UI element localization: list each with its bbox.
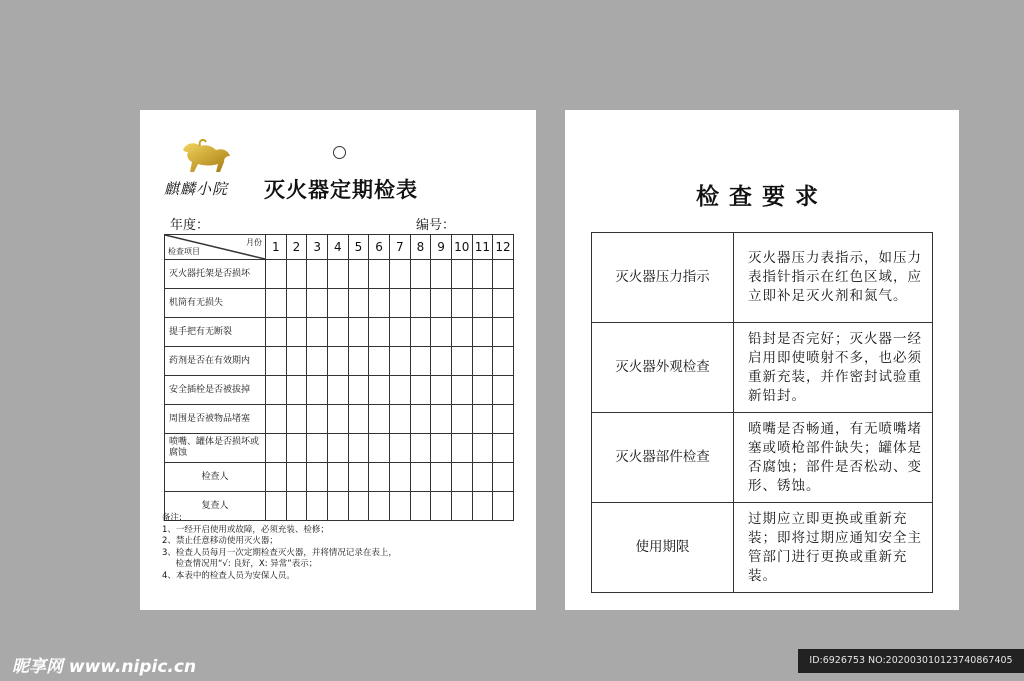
check-cell[interactable] <box>410 289 431 318</box>
check-cell[interactable] <box>286 347 307 376</box>
form-title: 灭火器定期检表 <box>264 177 418 202</box>
check-cell[interactable] <box>327 434 348 463</box>
check-cell[interactable] <box>369 463 390 492</box>
check-cell[interactable] <box>389 318 410 347</box>
check-cell[interactable] <box>286 376 307 405</box>
month-header: 6 <box>369 235 390 260</box>
check-cell[interactable] <box>451 289 472 318</box>
logo-text: 麒麟小院 <box>164 180 229 198</box>
check-cell[interactable] <box>431 463 452 492</box>
check-cell[interactable] <box>472 260 493 289</box>
check-cell[interactable] <box>493 260 514 289</box>
header-month-label: 月份 <box>246 238 262 247</box>
month-header: 12 <box>493 235 514 260</box>
table-row <box>165 347 514 376</box>
requirements-title: 检查要求 <box>696 183 828 210</box>
check-cell[interactable] <box>451 376 472 405</box>
table-row <box>165 405 514 434</box>
check-cell[interactable] <box>286 318 307 347</box>
month-header: 8 <box>410 235 431 260</box>
check-cell[interactable] <box>266 376 287 405</box>
check-cell[interactable] <box>451 318 472 347</box>
requirement-row <box>592 413 933 503</box>
check-cell[interactable] <box>348 318 369 347</box>
check-cell[interactable] <box>410 376 431 405</box>
check-cell[interactable] <box>286 289 307 318</box>
check-cell[interactable] <box>431 289 452 318</box>
requirement-name: 灭火器外观检查 <box>592 323 734 413</box>
check-cell[interactable] <box>369 405 390 434</box>
qilin-logo-icon <box>178 138 232 176</box>
check-cell[interactable] <box>266 405 287 434</box>
row-label: 灭火器托架是否损坏 <box>165 260 266 289</box>
check-cell[interactable] <box>431 260 452 289</box>
header-diagonal-cell <box>165 235 266 260</box>
check-cell[interactable] <box>348 376 369 405</box>
check-cell[interactable] <box>472 289 493 318</box>
check-cell[interactable] <box>389 347 410 376</box>
row-label: 提手把有无断裂 <box>165 318 266 347</box>
check-cell[interactable] <box>472 318 493 347</box>
check-cell[interactable] <box>451 434 472 463</box>
watermark-id: ID:6926753 NO:20200301012374086740​5 <box>798 649 1024 673</box>
check-cell[interactable] <box>410 260 431 289</box>
check-cell[interactable] <box>431 405 452 434</box>
check-cell[interactable] <box>410 463 431 492</box>
row-label: 安全插栓是否被拔掉 <box>165 376 266 405</box>
check-cell[interactable] <box>286 463 307 492</box>
check-cell[interactable] <box>389 260 410 289</box>
check-cell[interactable] <box>493 318 514 347</box>
check-cell[interactable] <box>431 318 452 347</box>
requirement-row <box>592 503 933 593</box>
check-cell[interactable] <box>266 289 287 318</box>
requirement-row <box>592 323 933 413</box>
check-cell[interactable] <box>410 405 431 434</box>
check-cell[interactable] <box>348 463 369 492</box>
check-cell[interactable] <box>307 318 328 347</box>
check-cell[interactable] <box>266 434 287 463</box>
notes-section <box>162 513 522 582</box>
check-cell[interactable] <box>410 318 431 347</box>
check-cell[interactable] <box>389 463 410 492</box>
requirements-table <box>591 232 933 593</box>
check-cell[interactable] <box>266 463 287 492</box>
check-cell[interactable] <box>266 347 287 376</box>
check-cell[interactable] <box>327 463 348 492</box>
check-cell[interactable] <box>369 318 390 347</box>
month-header: 5 <box>348 235 369 260</box>
check-cell[interactable] <box>307 405 328 434</box>
check-cell[interactable] <box>327 347 348 376</box>
row-label: 药剂是否在有效期内 <box>165 347 266 376</box>
check-cell[interactable] <box>389 405 410 434</box>
table-row <box>165 376 514 405</box>
check-cell[interactable] <box>493 376 514 405</box>
check-cell[interactable] <box>431 376 452 405</box>
check-cell[interactable] <box>451 347 472 376</box>
table-header-row <box>165 235 514 260</box>
check-cell[interactable] <box>431 434 452 463</box>
year-label: 年度： <box>170 218 210 233</box>
check-cell[interactable] <box>369 376 390 405</box>
check-cell[interactable] <box>451 405 472 434</box>
requirement-desc: 过期应立即更换或重新充装；即将过期应通知安全主管部门进行更换或重新充装。 <box>734 503 933 593</box>
check-cell[interactable] <box>472 376 493 405</box>
requirement-desc: 灭火器压力表指示，如压力表指针指示在红色区域，应立即补足灭火剂和氮气。 <box>734 233 933 323</box>
check-cell[interactable] <box>493 463 514 492</box>
row-label: 复查人 <box>165 492 266 521</box>
row-label: 喷嘴、罐体是否损坏或腐蚀 <box>165 434 266 463</box>
check-cell[interactable] <box>307 347 328 376</box>
table-row <box>165 260 514 289</box>
row-label: 检查人 <box>165 463 266 492</box>
inspection-table <box>164 234 514 521</box>
check-cell[interactable] <box>307 463 328 492</box>
check-cell[interactable] <box>327 318 348 347</box>
note-line: 4、本表中的检查人员为安保人员。 <box>162 570 295 581</box>
check-cell[interactable] <box>266 318 287 347</box>
check-cell[interactable] <box>472 463 493 492</box>
note-line: 1、一经开启使用或故障，必须充装、检修； <box>162 524 329 535</box>
check-cell[interactable] <box>307 260 328 289</box>
month-header: 10 <box>451 235 472 260</box>
check-cell[interactable] <box>327 289 348 318</box>
check-cell[interactable] <box>493 289 514 318</box>
check-cell[interactable] <box>266 260 287 289</box>
check-cell[interactable] <box>410 347 431 376</box>
check-cell[interactable] <box>348 260 369 289</box>
check-cell[interactable] <box>369 289 390 318</box>
table-row <box>165 289 514 318</box>
check-cell[interactable] <box>327 376 348 405</box>
check-cell[interactable] <box>472 434 493 463</box>
month-header: 9 <box>431 235 452 260</box>
check-cell[interactable] <box>493 434 514 463</box>
row-label: 周围是否被物品堵塞 <box>165 405 266 434</box>
month-header: 3 <box>307 235 328 260</box>
month-header: 4 <box>327 235 348 260</box>
row-label: 机筒有无损失 <box>165 289 266 318</box>
check-cell[interactable] <box>389 434 410 463</box>
month-header: 7 <box>389 235 410 260</box>
check-cell[interactable] <box>472 347 493 376</box>
check-cell[interactable] <box>451 463 472 492</box>
requirements-card <box>565 110 959 610</box>
number-label: 编号： <box>416 218 456 233</box>
watermark-site: 昵享网 www.nipic.cn <box>12 657 197 677</box>
check-cell[interactable] <box>369 260 390 289</box>
check-cell[interactable] <box>389 289 410 318</box>
table-row <box>165 463 514 492</box>
note-line: 检查情况用“√: 良好，X: 异常”表示； <box>162 559 318 569</box>
notes-title: 备注: <box>162 513 182 523</box>
check-cell[interactable] <box>348 289 369 318</box>
requirement-desc: 铅封是否完好；灭火器一经启用即使喷射不多，也必须重新充装，并作密封试验重新铅封。 <box>734 323 933 413</box>
check-cell[interactable] <box>348 434 369 463</box>
month-header: 1 <box>266 235 287 260</box>
check-cell[interactable] <box>327 405 348 434</box>
requirement-desc: 喷嘴是否畅通，有无喷嘴堵塞或喷枪部件缺失；罐体是否腐蚀；部件是否松动、变形、锈蚀。 <box>734 413 933 503</box>
check-cell[interactable] <box>493 405 514 434</box>
table-row <box>165 318 514 347</box>
inspection-form-card <box>140 110 536 610</box>
month-header: 2 <box>286 235 307 260</box>
note-line: 2、禁止任意移动使用灭火器； <box>162 536 278 546</box>
requirement-row <box>592 233 933 323</box>
check-cell[interactable] <box>431 347 452 376</box>
check-cell[interactable] <box>472 405 493 434</box>
check-cell[interactable] <box>286 260 307 289</box>
check-cell[interactable] <box>286 434 307 463</box>
check-cell[interactable] <box>327 260 348 289</box>
check-cell[interactable] <box>410 434 431 463</box>
hang-hole <box>333 146 346 159</box>
check-cell[interactable] <box>389 376 410 405</box>
month-header: 11 <box>472 235 493 260</box>
table-row <box>165 434 514 463</box>
requirement-name: 使用期限 <box>592 503 734 593</box>
requirement-name: 灭火器压力指示 <box>592 233 734 323</box>
check-cell[interactable] <box>348 405 369 434</box>
check-cell[interactable] <box>286 405 307 434</box>
check-cell[interactable] <box>369 347 390 376</box>
check-cell[interactable] <box>307 376 328 405</box>
requirement-name: 灭火器部件检查 <box>592 413 734 503</box>
note-line: 3、检查人员每月一次定期检查灭火器，并将情况记录在表上， <box>162 547 397 558</box>
check-cell[interactable] <box>493 347 514 376</box>
check-cell[interactable] <box>369 434 390 463</box>
check-cell[interactable] <box>307 289 328 318</box>
header-item-label: 检查项目 <box>168 247 200 256</box>
check-cell[interactable] <box>307 434 328 463</box>
check-cell[interactable] <box>451 260 472 289</box>
check-cell[interactable] <box>348 347 369 376</box>
